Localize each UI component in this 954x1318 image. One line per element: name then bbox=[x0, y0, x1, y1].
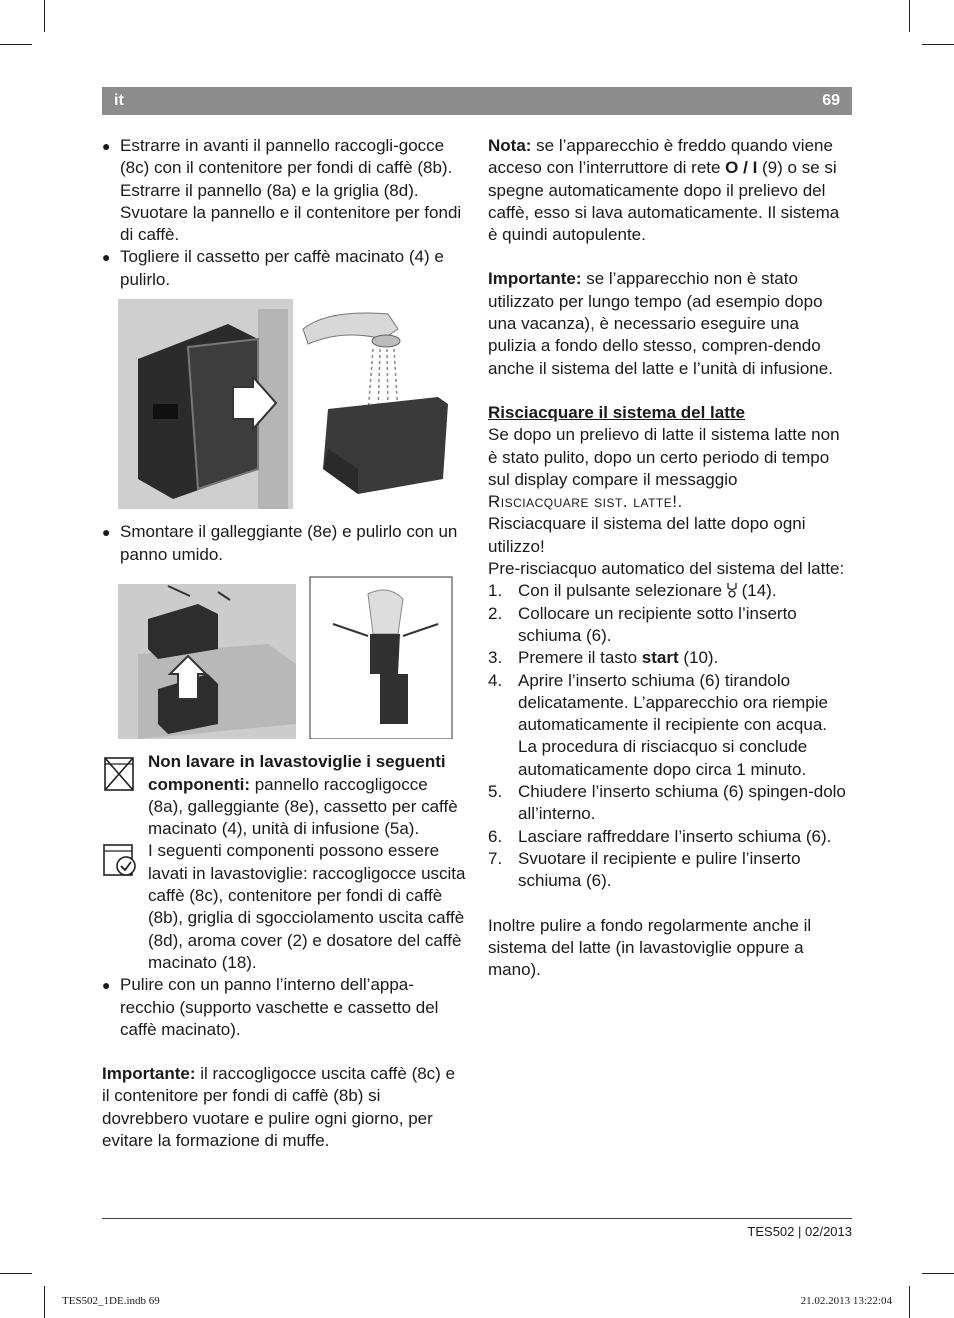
important-note-right bbox=[488, 268, 848, 379]
no-dishwasher-icon bbox=[102, 753, 136, 799]
display-message: Risciacquare sist. latte!. bbox=[488, 492, 683, 512]
dishwasher-ok-icon bbox=[102, 842, 138, 888]
left-column bbox=[102, 135, 467, 1152]
important-text: il raccogligocce uscita caffè (8c) e il contenitore per fondi di caffè (8b) si dovrebbero vuotare e pulire ogni giorno, per evitare la formazione di muffe. bbox=[102, 1064, 456, 1151]
footer-model: TES502 | 02/2013 bbox=[747, 1224, 852, 1239]
important-text-right: se l’apparecchio non è stato utilizzato per lungo tempo (ad esempio dopo una vacanza), è necessario eseguire una pulizia a fondo dello stesso, compren-dendo anche il sistema del latte e l’unità di infusione. bbox=[488, 269, 833, 378]
note-text-2: (9) o se si spegne automaticamente dopo il prelievo del caffè, esso si lava automaticamente. Il sistema è quindi autopulente. bbox=[488, 158, 840, 245]
crop-mark bbox=[909, 1286, 910, 1318]
footer-divider bbox=[102, 1218, 852, 1219]
step-item: 4. Aprire l’inserto schiuma (6) tirandolo delicatamente. L’apparecchio ora riempie automaticamente il recipiente con acqua. La procedura di risciacquo si conclude automaticamente dopo circa 1 minuto. bbox=[488, 670, 828, 779]
milk-rinse-icon bbox=[727, 581, 737, 600]
print-slug-date: 21.02.2013 13:22:04 bbox=[800, 1295, 892, 1307]
figure-drawer-rinse bbox=[118, 299, 467, 515]
page-header bbox=[102, 87, 852, 115]
bullet-clean-interior: ● Pulire con un panno l’interno dell’appa-recchio (supporto vaschette e cassetto del caffè macinato). bbox=[102, 974, 467, 1041]
print-slug-file: TES502_1DE.indb 69 bbox=[62, 1295, 160, 1307]
intro-text-1: Se dopo un prelievo di latte il sistema latte non è stato pulito, dopo un certo periodo di tempo sul display compare il messaggio bbox=[488, 425, 840, 489]
step-item: 7. Svuotare il recipiente e pulire l’inserto schiuma (6). bbox=[488, 848, 801, 891]
no-dishwasher-text: pannello raccogligocce (8a), galleggiante (8e), cassetto per caffè macinato (4), unità di infusione (5a). bbox=[148, 774, 458, 839]
no-dishwasher-note bbox=[102, 751, 467, 840]
crop-mark bbox=[44, 1286, 45, 1318]
note-label: Nota: bbox=[488, 136, 532, 155]
intro-text-2: Risciacquare il sistema del latte dopo ogni utilizzo! bbox=[488, 514, 806, 556]
note-paragraph bbox=[488, 135, 848, 246]
no-dishwasher-title: Non lavare in lavastoviglie i seguenti componenti: bbox=[148, 752, 446, 794]
language-code: it bbox=[114, 92, 124, 109]
illustration-float bbox=[118, 574, 463, 739]
note-text-1: se l’apparecchio è freddo quando viene acceso con l’interruttore di rete bbox=[488, 136, 833, 178]
important-note-left bbox=[102, 1063, 467, 1152]
intro-text-3: Pre-risciacquo automatico del sistema del latte: bbox=[488, 559, 845, 579]
crop-mark bbox=[922, 44, 954, 45]
bullet-remove-float: ● Smontare il galleggiante (8e) e pulirlo con un panno umido. bbox=[102, 521, 467, 566]
illustration-drawer-rinse bbox=[118, 299, 463, 509]
step-item: 2. Collocare un recipiente sotto l’inserto schiuma (6). bbox=[488, 603, 797, 645]
steps-list bbox=[488, 580, 848, 892]
bullet-remove-ground-drawer: ● Togliere il cassetto per caffè macinato (4) e pulirlo. bbox=[102, 246, 467, 291]
step-item: 6. Lasciare raffreddare l’inserto schiuma (6). bbox=[488, 826, 832, 846]
dishwasher-ok-note bbox=[102, 840, 467, 974]
crop-mark bbox=[0, 44, 32, 45]
start-key-label: start bbox=[641, 648, 679, 668]
crop-mark bbox=[909, 0, 910, 32]
closing-text: Inoltre pulire a fondo regolarmente anche il sistema del latte (in lavastoviglie oppure a mano). bbox=[488, 915, 812, 980]
important-label-right: Importante: bbox=[488, 269, 582, 289]
crop-mark bbox=[0, 1273, 32, 1274]
important-label: Importante: bbox=[102, 1064, 196, 1084]
right-column bbox=[488, 135, 848, 981]
figure-float bbox=[118, 574, 467, 745]
step-item: 3. Premere il tasto start (10). bbox=[488, 648, 719, 668]
page-number: 69 bbox=[822, 92, 840, 109]
bullet-remove-drip-tray: ● Estrarre in avanti il pannello raccogli-gocce (8c) con il contenitore per fondi di caffè (8b). Estrarre il pannello (8a) e la griglia (8d). Svuotare la pannello e il contenitore per fondi di caffè. bbox=[102, 135, 467, 246]
dishwasher-ok-text: I seguenti componenti possono essere lavati in lavastoviglie: raccogligocce uscita caffè (8c), contenitore per fondi di caffè (8b), griglia di sgocciolamento uscita caffè (8d), aroma cover (2) e dosatore del caffè macinato (18). bbox=[148, 841, 466, 972]
crop-mark bbox=[44, 0, 45, 32]
step-item: 5. Chiudere l’inserto schiuma (6) spingen-dolo all’interno. bbox=[488, 782, 846, 824]
crop-mark bbox=[922, 1273, 954, 1274]
step-item: 1. Con il pulsante selezionare (14). bbox=[488, 581, 777, 601]
section-heading: Risciacquare il sistema del latte bbox=[488, 402, 746, 422]
power-switch-label: O / I bbox=[725, 158, 758, 178]
